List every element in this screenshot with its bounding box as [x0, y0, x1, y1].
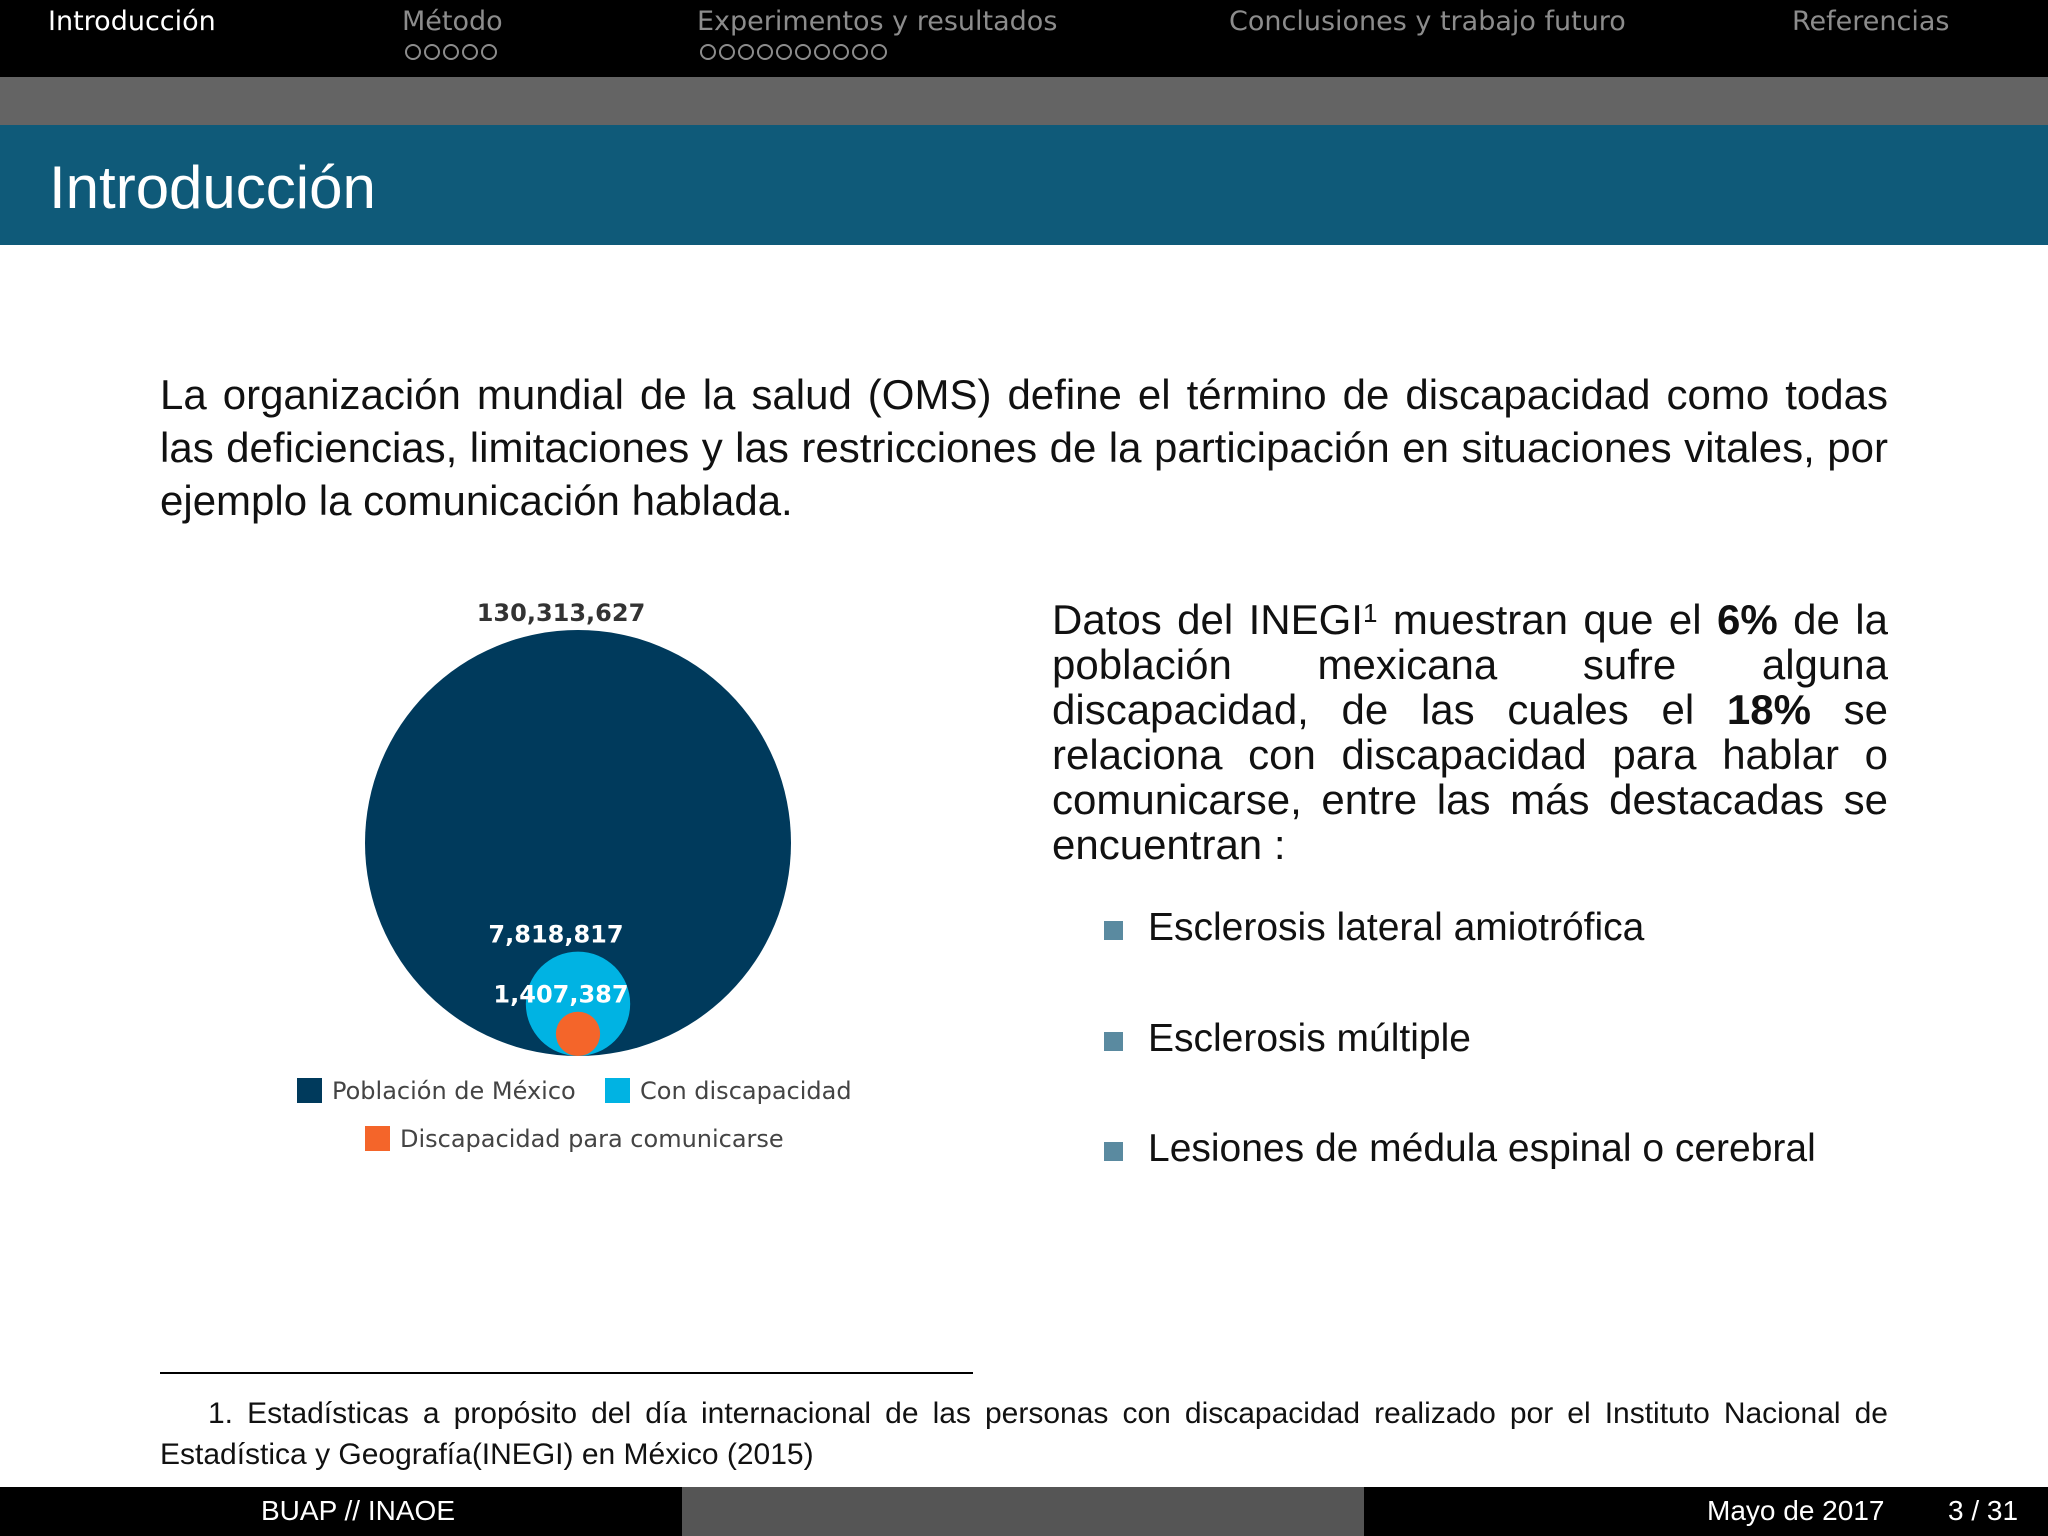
nav-item-conclusiones[interactable]: Conclusiones y trabajo futuro: [1229, 6, 1626, 37]
bubble-value-label-1: 7,818,817: [488, 920, 624, 949]
inegi-text-1: Datos del INEGI: [1052, 596, 1363, 643]
footer-date: Mayo de 2017: [1707, 1495, 1885, 1526]
bubble-2: [556, 1012, 600, 1056]
footnote: [160, 1393, 1888, 1475]
nav-dot[interactable]: [481, 44, 497, 60]
inegi-text-4: se relaciona con discapacidad para hablar o comunicarse, entre las más destacadas se encuentran :: [1052, 686, 1889, 868]
nav-dots-metodo[interactable]: [405, 44, 498, 60]
nav-dot[interactable]: [833, 44, 849, 60]
list-item-text: Lesiones de médula espinal o cerebral: [1148, 1127, 1816, 1170]
nav-dot[interactable]: [462, 44, 478, 60]
nav-dot[interactable]: [795, 44, 811, 60]
legend-label-0: Población de México: [332, 1077, 576, 1105]
bubble-value-label-0: 130,313,627: [476, 599, 646, 627]
bubble-value-label-2: 1,407,387: [493, 980, 629, 1009]
nav-item-experimentos[interactable]: Experimentos y resultados: [697, 6, 1058, 37]
inegi-text-3: de la población mexicana sufre alguna discapacidad, de las cuales el: [1052, 596, 1888, 733]
square-bullet-icon: [1104, 921, 1123, 940]
footer-middle: [682, 1487, 1364, 1536]
nav-item-referencias[interactable]: Referencias: [1792, 6, 1950, 37]
nav-dot[interactable]: [405, 44, 421, 60]
percent-eighteen: 18%: [1726, 686, 1811, 733]
nav-dot[interactable]: [719, 44, 735, 60]
nav-dot[interactable]: [700, 44, 716, 60]
population-chart: [280, 590, 900, 1170]
nav-dot[interactable]: [443, 44, 459, 60]
nav-item-introduccion[interactable]: Introducción: [48, 6, 216, 37]
section-navigation: [0, 0, 2048, 77]
legend-swatch-1: [605, 1078, 630, 1103]
subheader-bar: [0, 77, 2048, 125]
square-bullet-icon: [1104, 1142, 1123, 1161]
square-bullet-icon: [1104, 1032, 1123, 1051]
nav-dot[interactable]: [814, 44, 830, 60]
nav-dot[interactable]: [757, 44, 773, 60]
footnote-ref[interactable]: 1: [1362, 598, 1378, 628]
footnote-number: 1.: [208, 1397, 234, 1430]
footnote-rule: [160, 1372, 973, 1374]
nav-dot[interactable]: [738, 44, 754, 60]
footer-institution: BUAP // INAOE: [261, 1495, 455, 1526]
inegi-paragraph: [1052, 597, 1888, 867]
list-item-text: Esclerosis múltiple: [1148, 1017, 1471, 1060]
nav-dot[interactable]: [424, 44, 440, 60]
footnote-text: Estadísticas a propósito del día internacional de las personas con discapacidad realizado por el Instituto Nacional de Estadística y Geografía(INEGI) en México (2015): [160, 1397, 1888, 1471]
inegi-text-2: muestran que el: [1377, 596, 1718, 643]
nav-dot[interactable]: [871, 44, 887, 60]
legend-label-1: Con discapacidad: [640, 1077, 852, 1105]
percent-six: 6%: [1717, 596, 1778, 643]
frame-title-bar: [0, 125, 2048, 245]
nav-dot[interactable]: [776, 44, 792, 60]
nav-dot[interactable]: [852, 44, 868, 60]
nav-dots-experimentos[interactable]: [700, 44, 888, 60]
page-title: Introducción: [49, 154, 376, 221]
nav-item-metodo[interactable]: Método: [402, 6, 503, 37]
intro-paragraph: La organización mundial de la salud (OMS) define el término de discapacidad como todas las deficiencias, limitaciones y las restricciones de la participación en situaciones vitales, por ejemplo la comunicación hablada.: [160, 371, 1888, 524]
footer-bar: [0, 1487, 2048, 1536]
legend-swatch-0: [297, 1078, 322, 1103]
legend-swatch-2: [365, 1126, 390, 1151]
legend-label-2: Discapacidad para comunicarse: [400, 1125, 784, 1153]
list-item-text: Esclerosis lateral amiotrófica: [1148, 906, 1645, 949]
page-number: 3 / 31: [1948, 1495, 2019, 1526]
